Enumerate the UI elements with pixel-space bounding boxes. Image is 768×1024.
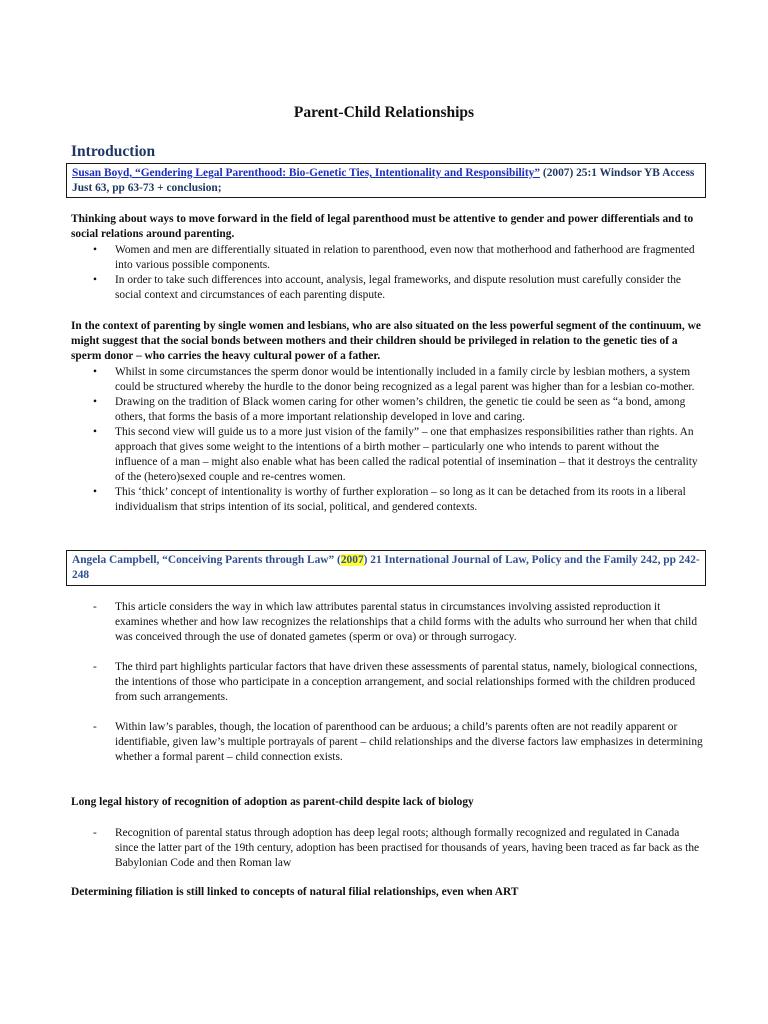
dash-list-2 xyxy=(71,826,703,886)
list-item: • Women and men are differentially situated in relation to parenthood, even now that motherhood and fatherhood are fragmented into various possible components. xyxy=(71,243,703,273)
list-item: - Recognition of parental status through adoption has deep legal roots; although formally recognized and regulated in Canada since the latter part of the 19th century, adoption has been practised for thousands of years, having been traced as far back as the Babylonian Code and then Roman law xyxy=(71,826,703,871)
citation-box-boyd xyxy=(66,163,706,198)
summary-paragraph-1: Thinking about ways to move forward in the field of legal parenthood must be attentive to gender and power differentials and to social relations around parenting. xyxy=(71,213,694,240)
summary-paragraph-2: In the context of parenting by single women and lesbians, who are also situated on the less powerful segment of the continuum, we might suggest that the social bonds between mothers and their children should be privileged in relation to the genetic ties of a sperm donor – who carries the heavy cultural power of a father. xyxy=(71,320,701,362)
list-item: - Within law’s parables, though, the location of parenthood can be arduous; a child’s parents often are not readily apparent or identifiable, given law’s multiple portrayals of parent – child relationships and the diverse factors law emphasizes in determining whether a formal parent – child connection exists. xyxy=(71,720,703,765)
list-item: • Whilst in some circumstances the sperm donor would be intentionally included in a family circle by lesbian mothers, a system could be structured whereby the hurdle to the donor being recognized as a legal parent was higher than for a lesbian co-mother. xyxy=(71,365,703,395)
page-title: Parent-Child Relationships xyxy=(293,104,475,121)
citation-details-campbell: ) 21 International Journal of Law, Policy and the Family 242, pp 242-248 xyxy=(72,554,700,581)
citation-box-campbell xyxy=(66,550,706,586)
bullet-list-1 xyxy=(71,243,703,303)
list-item: - The third part highlights particular factors that have driven these assessments of parental status, namely, biological connections, the intentions of those who participate in a conception arrangement, and social relationships formed with the children produced from such arrangements. xyxy=(71,660,703,705)
citation-author-campbell: Angela Campbell, “Conceiving Parents through Law” ( xyxy=(72,554,341,566)
summary-paragraph-3: Long legal history of recognition of adoption as parent-child despite lack of biology xyxy=(71,796,474,808)
list-item: - This article considers the way in which law attributes parental status in circumstances involving assisted reproduction it examines whether and how law recognizes the relationships that a child forms with the adults who surround her when that child was conceived through the use of donated gametes (sperm or ova) or through surrogacy. xyxy=(71,600,703,645)
list-item: • This second view will guide us to a more just vision of the family” – one that emphasizes responsibilities rather than rights. An approach that gives some weight to the intentions of a birth mother – particularly one who intends to parent without the influence of a man – might also enable what has been called the radical potential of insemination – that it destroys the centrality of the (hetero)sexed couple and re-centres women. xyxy=(71,425,703,485)
list-item: • This ‘thick’ concept of intentionality is worthy of further exploration – so long as it can be detached from its roots in a liberal individualism that strips intention of its social, political, and gendered contexts. xyxy=(71,485,703,515)
list-item: • Drawing on the tradition of Black women caring for other women’s children, the genetic tie could be seen as “a bond, among others, that forms the basis of a more important relationship developed in love and caring. xyxy=(71,395,703,425)
list-item: • In order to take such differences into account, analysis, legal frameworks, and dispute resolution must carefully consider the social context and circumstances of each parenting dispute. xyxy=(71,273,703,303)
dash-list-1 xyxy=(71,600,703,780)
citation-details-boyd: (2007) 25:1 Windsor YB Access Just 63, pp 63-73 + conclusion; xyxy=(72,167,695,194)
section-heading-introduction: Introduction xyxy=(71,143,156,160)
highlighted-year: 2007 xyxy=(340,554,364,566)
bullet-list-2 xyxy=(71,365,703,515)
summary-paragraph-4: Determining filiation is still linked to concepts of natural filial relationships, even when ART xyxy=(71,886,519,898)
citation-link-boyd[interactable]: Susan Boyd, “Gendering Legal Parenthood: Bio-Genetic Ties, Intentionality and Responsibility” xyxy=(72,167,541,179)
